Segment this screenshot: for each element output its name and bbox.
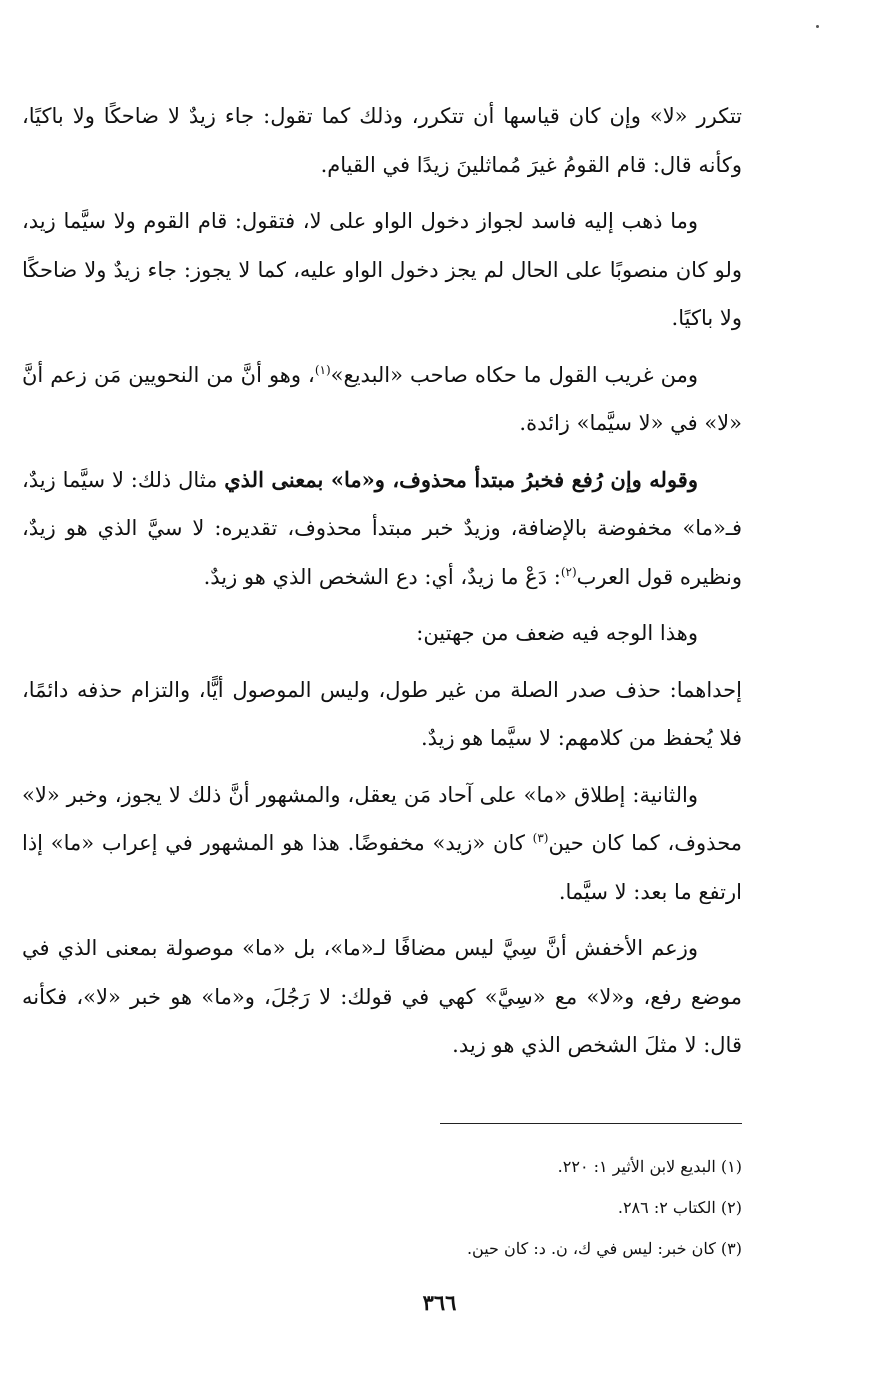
- footnote-ref-1: (١): [314, 362, 331, 377]
- paragraph-7: [22, 771, 742, 917]
- footnotes: [200, 1146, 742, 1269]
- paragraph-8: وزعم الأخفش أنَّ سِيَّ ليس مضافًا لـ«ما»، بل «ما» موصولة بمعنى الذي في موضع رفع، و«لا» مع «سِيَّ» كهي في قولك: لا رَجُلَ، و«ما» هو خبر «لا»، فكأنه قال: لا مثلَ الشخص الذي هو زيد.: [22, 936, 742, 1057]
- paragraph-4-bold-phrase: وقوله وإن رُفع فخبرُ مبتدأ محذوف، و«ما» بمعنى الذي: [224, 466, 698, 492]
- footnote-ref-3: (٣): [532, 831, 549, 845]
- footnote-2: (٢) الكتاب ٢: ٢٨٦.: [617, 1198, 742, 1217]
- paragraph-1: تتكرر «لا» وإن كان قياسها أن تتكرر، وذلك كما تقول: جاء زيدٌ لا ضاحكًا ولا باكيًا، وكأنه قال: قام القومُ غيرَ مُماثلينَ زيدًا في القيام.: [22, 104, 742, 177]
- paragraph-7-text-a: والثانية: إطلاق «ما» على آحاد مَن يعقل، والمشهور أنَّ ذلك لا يجوز، وخبر «لا» محذوف، كما كان حين: [22, 782, 742, 855]
- footnote-separator: [440, 1123, 742, 1124]
- paragraph-5: وهذا الوجه فيه ضعف من جهتين:: [416, 621, 698, 645]
- paragraph-4: [22, 456, 742, 602]
- paragraph-7-text-b: كان «زيد» مخفوضًا. هذا هو المشهور في إعراب «ما» إذا ارتفع ما بعد: لا سيَّما.: [22, 831, 742, 904]
- footnote-3: (٣) كان خبر: ليس في ك، ن. د: كان حين.: [466, 1239, 742, 1258]
- paragraph-3: [22, 351, 742, 448]
- footnote-1: (١) البديع لابن الأثير ١: ٢٢٠.: [557, 1157, 742, 1176]
- paragraph-4-text-b: : دَعْ ما زيدٌ، أي: دع الشخص الذي هو زيدٌ.: [203, 564, 561, 589]
- page-number: ٣٦٦: [422, 1290, 457, 1315]
- paragraph-2: وما ذهب إليه فاسد لجواز دخول الواو على لا، فتقول: قام القوم ولا سيَّما زيد، ولو كان منصوبًا على الحال لم يجز دخول الواو عليه، كما لا يجوز: جاء زيدٌ ولا ضاحكًا ولا باكيًا.: [22, 209, 742, 330]
- paragraph-4-text-a: مثال ذلك: لا سيَّما زيدٌ، فـ«ما» مخفوضة بالإضافة، وزيدٌ خبر مبتدأ محذوف، تقديره: لا سيَّ الذي هو زيدٌ، ونظيره قول العرب: [22, 467, 742, 589]
- footnote-ref-2: (٢): [560, 564, 577, 579]
- paragraph-3-text-a: ومن غريب القول ما حكاه صاحب «البديع»: [330, 362, 698, 387]
- paragraph-3-text-b: ، وهو أنَّ من النحويين مَن زعم أنَّ «لا» في «لا سيَّما» زائدة.: [22, 362, 742, 435]
- paragraph-6: إحداهما: حذف صدر الصلة من غير طول، وليس الموصول أيًّا، والتزام حذفه دائمًا، فلا يُحفظ من كلامهم: لا سيَّما هو زيدٌ.: [22, 677, 742, 750]
- main-text: [22, 92, 742, 1078]
- scan-speck: [816, 25, 819, 28]
